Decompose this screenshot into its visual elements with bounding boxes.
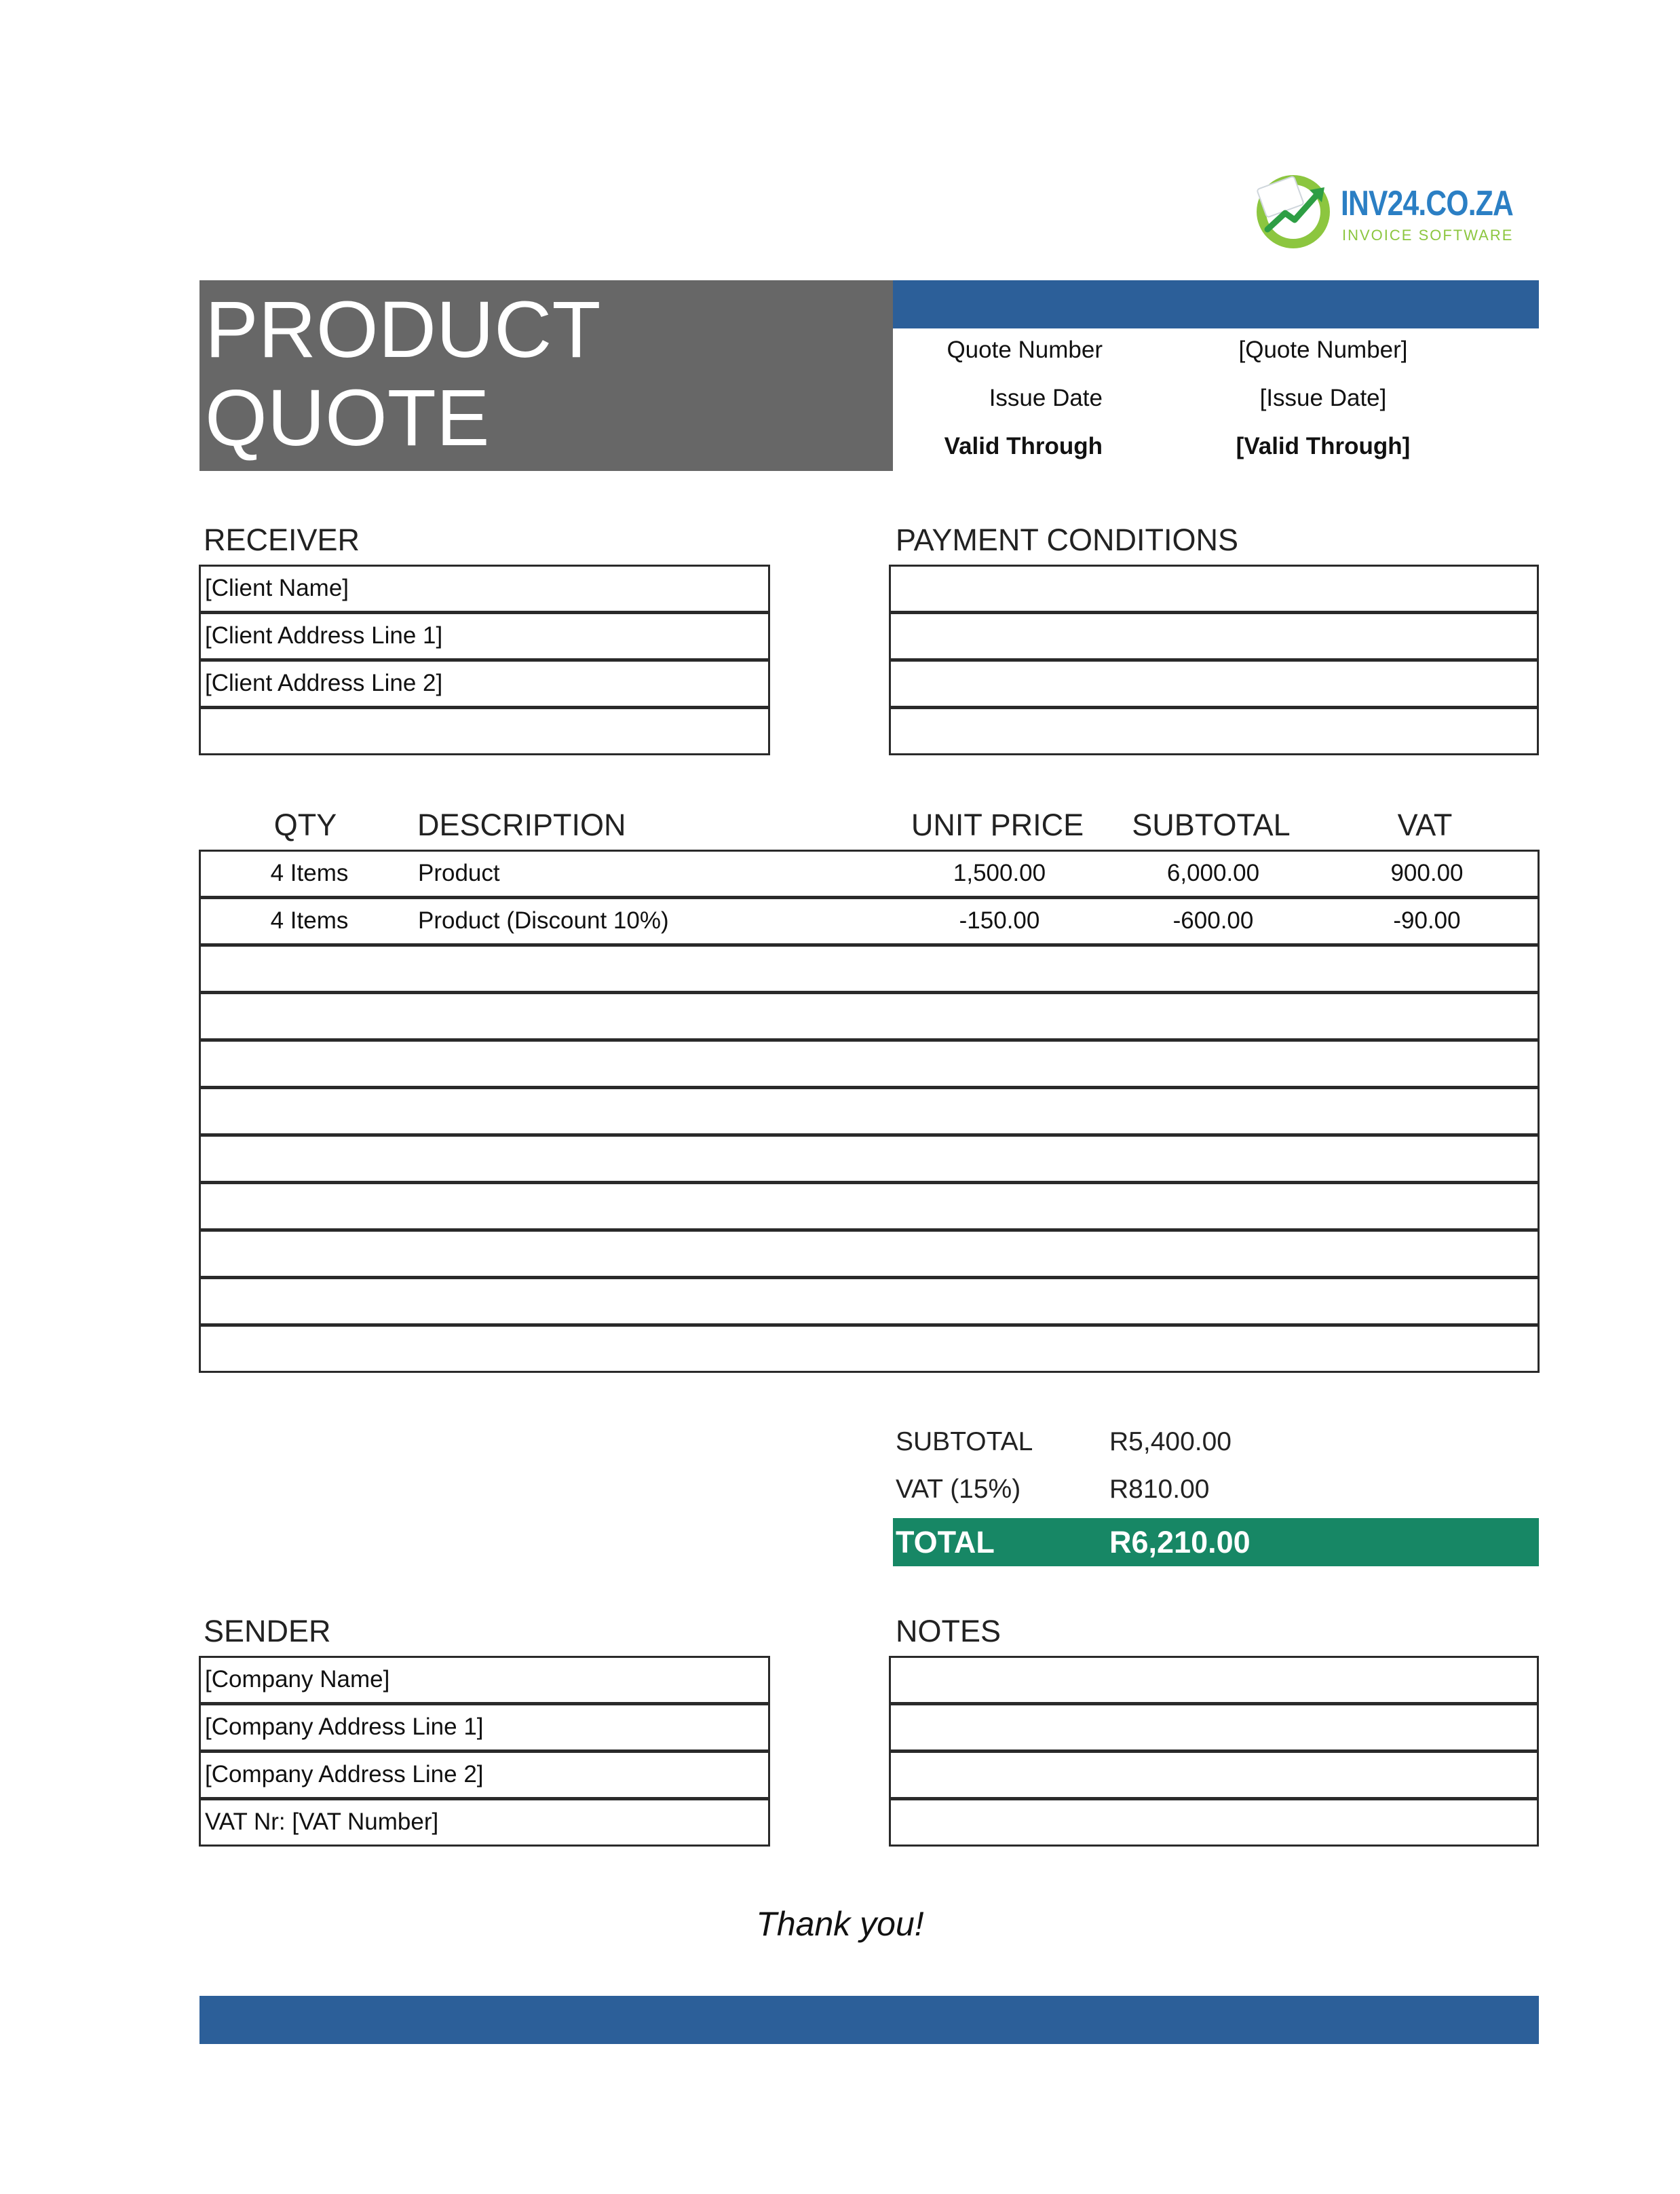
column-header-unit-price: UNIT PRICE — [911, 808, 1084, 842]
receiver-address-line-1: [Client Address Line 1] — [199, 612, 770, 660]
cell-vat: 900.00 — [1390, 860, 1464, 886]
total-value: R6,210.00 — [1109, 1525, 1251, 1559]
sender-address-line-2: [Company Address Line 2] — [199, 1751, 770, 1799]
document-title-line-2: QUOTE — [205, 373, 490, 463]
cell-unit-price: 1,500.00 — [953, 860, 1046, 886]
logo-brand-text: INV24.CO.ZA — [1341, 184, 1513, 223]
notes-line — [889, 1798, 1539, 1847]
payment-conditions-heading: PAYMENT CONDITIONS — [896, 523, 1239, 557]
sender-company-name: [Company Name] — [199, 1656, 770, 1704]
valid-through-label: Valid Through — [944, 433, 1103, 459]
vat-label: VAT (15%) — [896, 1475, 1021, 1504]
notes-heading: NOTES — [896, 1614, 1001, 1648]
table-row-empty — [199, 992, 1540, 1040]
cell-vat: -90.00 — [1393, 907, 1461, 934]
header-accent-bar — [893, 280, 1539, 328]
payment-condition-line — [889, 707, 1539, 755]
cell-subtotal: -600.00 — [1172, 907, 1254, 934]
document-title-block — [199, 280, 893, 471]
column-header-qty: QTY — [273, 808, 337, 842]
cell-description: Product — [418, 860, 500, 886]
payment-condition-line — [889, 565, 1539, 613]
valid-through-value: [Valid Through] — [1236, 433, 1411, 459]
column-header-vat: VAT — [1397, 808, 1453, 842]
cell-description: Product (Discount 10%) — [418, 907, 669, 934]
sender-address-line-1: [Company Address Line 1] — [199, 1703, 770, 1752]
column-header-description: DESCRIPTION — [417, 808, 626, 842]
payment-condition-line — [889, 612, 1539, 660]
sender-heading: SENDER — [204, 1614, 331, 1648]
issue-date-label: Issue Date — [989, 385, 1103, 411]
table-row-empty — [199, 1277, 1540, 1325]
payment-condition-line — [889, 660, 1539, 708]
notes-line — [889, 1656, 1539, 1704]
receiver-client-name: [Client Name] — [199, 565, 770, 613]
quote-number-label: Quote Number — [947, 337, 1103, 363]
table-row-empty — [199, 1087, 1540, 1135]
table-row — [199, 850, 1540, 898]
vat-value: R810.00 — [1109, 1475, 1210, 1504]
document-title-line-1: PRODUCT — [205, 285, 601, 375]
table-row-empty — [199, 945, 1540, 993]
table-row-empty — [199, 1135, 1540, 1183]
table-row-empty — [199, 1230, 1540, 1278]
notes-line — [889, 1703, 1539, 1752]
subtotal-value: R5,400.00 — [1109, 1427, 1232, 1456]
thank-you-message: Thank you! — [756, 1905, 924, 1943]
table-row — [199, 897, 1540, 945]
quote-number-value: [Quote Number] — [1238, 337, 1408, 363]
issue-date-value: [Issue Date] — [1259, 385, 1387, 411]
cell-qty: 4 Items — [270, 907, 349, 934]
column-header-subtotal: SUBTOTAL — [1132, 808, 1291, 842]
table-row-empty — [199, 1325, 1540, 1373]
cell-qty: 4 Items — [270, 860, 349, 886]
cell-unit-price: -150.00 — [959, 907, 1040, 934]
table-row-empty — [199, 1182, 1540, 1230]
total-bar — [893, 1518, 1539, 1566]
total-label: TOTAL — [896, 1525, 995, 1559]
table-row-empty — [199, 1040, 1540, 1088]
invoice-arrow-logo-icon — [1254, 171, 1333, 250]
footer-accent-bar — [199, 1996, 1539, 2044]
notes-line — [889, 1751, 1539, 1799]
company-logo — [1254, 171, 1512, 250]
receiver-address-line-2: [Client Address Line 2] — [199, 660, 770, 708]
logo-tagline: INVOICE SOFTWARE — [1342, 227, 1514, 244]
cell-subtotal: 6,000.00 — [1166, 860, 1260, 886]
subtotal-label: SUBTOTAL — [896, 1427, 1033, 1456]
receiver-heading: RECEIVER — [204, 523, 360, 557]
sender-vat-number: VAT Nr: [VAT Number] — [199, 1798, 770, 1847]
receiver-extra-line — [199, 707, 770, 755]
